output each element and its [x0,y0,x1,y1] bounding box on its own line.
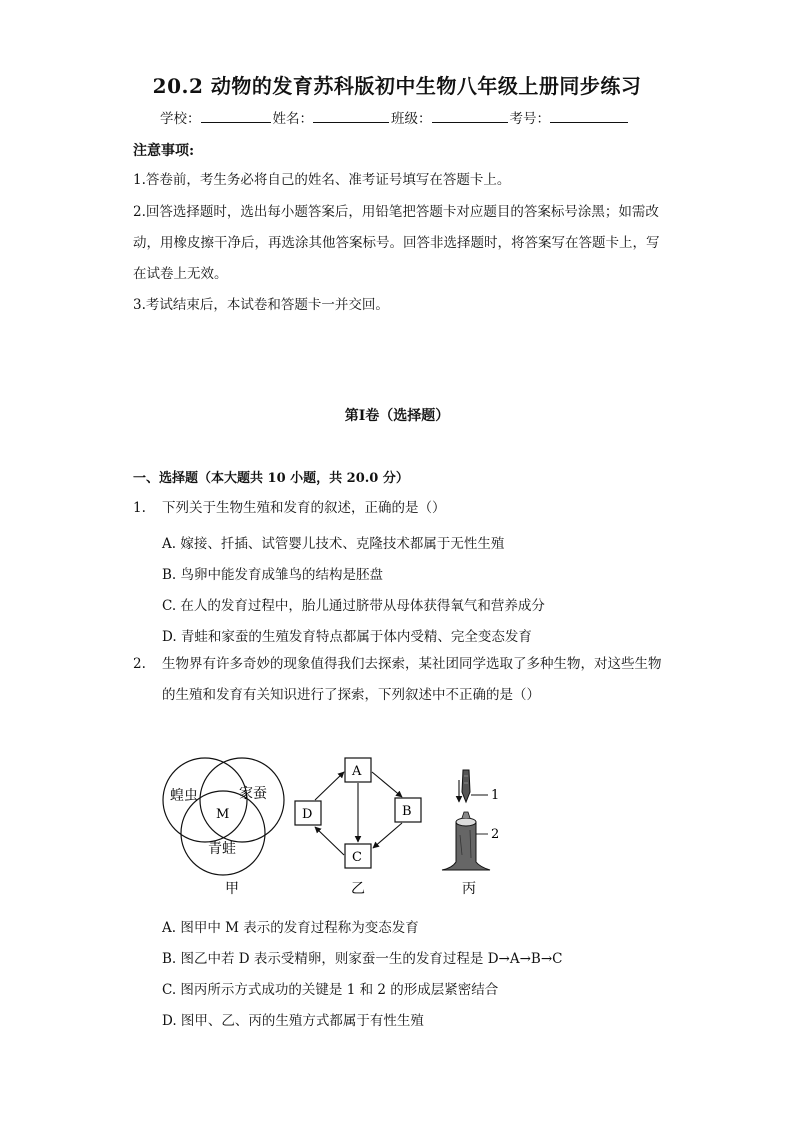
exam-no-blank[interactable] [550,108,628,123]
name-label: 姓名： [272,111,313,127]
exam-no-label: 考号： [509,111,550,127]
question-2-stem: 生物界有许多奇妙的现象值得我们去探索，某社团同学选取了多种生物，对这些生物的生殖和发育有关知识进行了探索，下列叙述中不正确的是（） [162,656,662,703]
school-label: 学校： [160,111,201,127]
name-field[interactable] [273,107,392,127]
question-1-option-d[interactable]: D. 青蛙和家蚕的生殖发育特点都属于体内受精、完全变态发育 [162,629,532,645]
question-2-figure [150,750,530,900]
venn-label-frog: 青蛙 [208,841,236,857]
question-2-option-b[interactable]: B. 图乙中若 D 表示受精卵，则家蚕一生的发育过程是 D→A→B→C [162,951,563,967]
question-1-number: 1. [133,500,146,516]
scion-shape [462,770,470,802]
notice-item-2: 2.回答选择题时，选出每小题答案后，用铅笔把答题卡对应题目的答案标号涂黑；如需改动，用橡皮擦干净后，再选涂其他答案标号。回答非选择题时，将答案写在答题卡上，写在试卷上无效。 [133,204,660,282]
cycle-label-d: D [302,807,313,822]
question-2-option-a[interactable]: A. 图甲中 M 表示的发育过程称为变态发育 [162,920,419,936]
page-title: 20.2 动物的发育苏科版初中生物八年级上册同步练习 [152,74,642,98]
cycle-label-b: B [402,804,412,819]
question-2-number: 2. [133,656,146,672]
section-title: 第I卷（选择题） [344,408,450,424]
exam-no-field[interactable] [510,107,631,127]
venn-label-locust: 蝗虫 [170,788,198,804]
question-1-option-a[interactable]: A. 嫁接、扦插、试管婴儿技术、克隆技术都属于无性生殖 [162,536,505,552]
notice-item-1: 1.答卷前，考生务必将自己的姓名、准考证号填写在答题卡上。 [133,172,511,188]
graft-label-1: 1 [491,788,500,803]
cycle-label-c: C [352,850,362,865]
part-heading: 一、选择题（本大题共 10 小题，共 20.0 分） [133,471,409,486]
question-1-stem: 下列关于生物生殖和发育的叙述，正确的是（） [162,500,446,516]
notice-item-3: 3.考试结束后，本试卷和答题卡一并交回。 [133,297,389,313]
class-blank[interactable] [432,108,508,123]
name-blank[interactable] [313,108,389,123]
venn-caption: 甲 [225,881,239,897]
cycle-label-a: A [352,764,362,779]
school-field[interactable] [160,107,273,127]
graft-label-2: 2 [491,827,500,842]
question-2-option-c[interactable]: C. 图丙所示方式成功的关键是 1 和 2 的形成层紧密结合 [162,982,499,998]
question-1-option-b[interactable]: B. 鸟卵中能发育成雏鸟的结构是胚盘 [162,567,384,583]
venn-label-silkworm: 家蚕 [239,786,267,802]
stock-shape [442,822,490,870]
graft-illustration [442,770,499,897]
graft-caption: 丙 [462,881,476,897]
class-field[interactable] [391,107,510,127]
question-2-option-d[interactable]: D. 图甲、乙、丙的生殖方式都属于有性生殖 [162,1013,424,1029]
notice-heading: 注意事项: [133,143,195,159]
question-1-option-c[interactable]: C. 在人的发育过程中，胎儿通过脐带从母体获得氧气和营养成分 [162,598,545,614]
cycle-caption: 乙 [351,881,365,897]
venn-label-m: M [216,807,230,822]
class-label: 班级： [391,111,432,127]
school-blank[interactable] [201,108,271,123]
cycle-diagram [295,758,421,897]
student-info-line [160,107,630,127]
